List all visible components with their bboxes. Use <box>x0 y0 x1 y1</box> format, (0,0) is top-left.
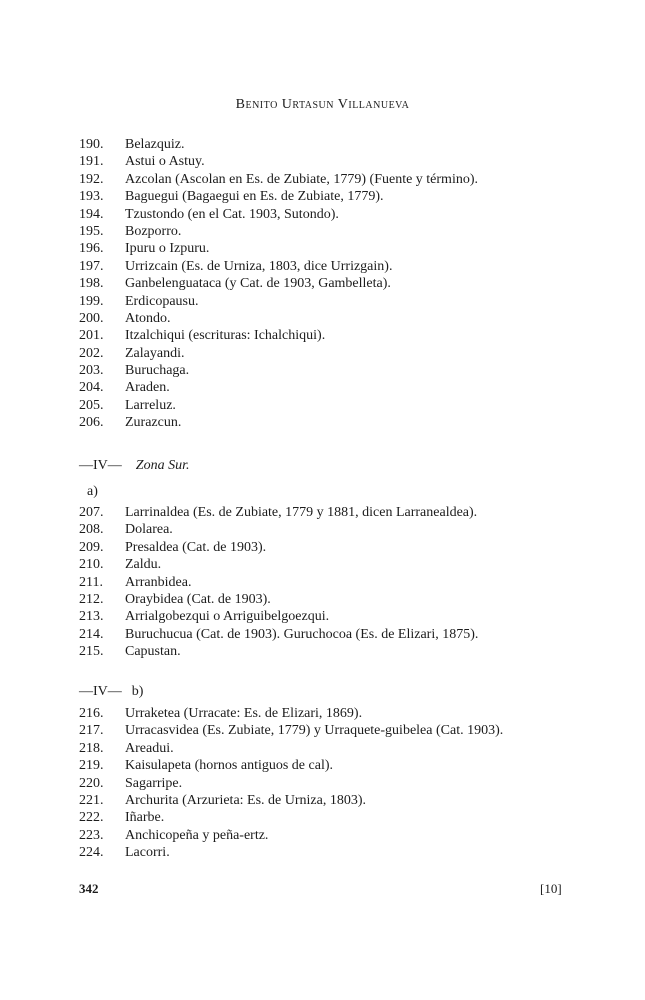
entry-text: Presaldea (Cat. de 1903). <box>125 539 267 555</box>
running-header <box>0 96 645 113</box>
list-item <box>0 223 645 240</box>
entry-text: Belazquiz. <box>125 137 185 152</box>
list-item <box>0 740 645 757</box>
entry-text: Ganbelenguataca (y Cat. de 1903, Gambelleta). <box>125 276 391 292</box>
entry-text: Larrinaldea (Es. de Zubiate, 1779 y 1881, dicen Larranealdea). <box>125 505 478 520</box>
running-header-author: Benito Urtasun Villanueva <box>235 97 410 112</box>
entry-number: 190. <box>79 137 104 152</box>
list-item <box>0 136 645 153</box>
entry-number: 216. <box>79 706 104 721</box>
section-zone-title: Zona Sur. <box>135 458 190 473</box>
entry-text: Iñarbe. <box>125 810 165 826</box>
list-item <box>0 206 645 223</box>
entry-number: 204. <box>79 380 104 396</box>
entry-text: Arranbidea. <box>125 574 192 590</box>
entry-number: 211. <box>79 574 103 590</box>
entry-number: 197. <box>79 258 104 274</box>
list-item <box>0 258 645 275</box>
entry-number: 195. <box>79 223 104 239</box>
list-item <box>0 397 645 414</box>
list-item <box>0 809 645 826</box>
entry-list-group-1 <box>0 136 645 432</box>
list-item <box>0 379 645 396</box>
list-item <box>0 705 645 722</box>
entry-text: Larreluz. <box>125 397 176 413</box>
entry-number: 203. <box>79 363 104 379</box>
entry-number: 206. <box>79 415 104 431</box>
entry-number: 199. <box>79 293 104 309</box>
list-item <box>0 521 645 538</box>
list-item <box>0 844 645 861</box>
entry-text: Bozporro. <box>125 223 182 239</box>
entry-text: Tzustondo (en el Cat. 1903, Sutondo). <box>125 206 339 222</box>
bracket-page-number: [10] <box>540 881 562 896</box>
entry-text: Kaisulapeta (hornos antiguos de cal). <box>125 758 333 774</box>
list-item <box>0 171 645 188</box>
list-item <box>0 275 645 292</box>
subsection-a-label: a) <box>87 484 98 499</box>
list-item <box>0 626 645 643</box>
entry-text: Arrialgobezqui o Arriguibelgoezqui. <box>125 609 330 625</box>
entry-text: Urracasvidea (Es. Zubiate, 1779) y Urraquete-guibelea (Cat. 1903). <box>125 723 504 739</box>
list-item <box>0 504 645 521</box>
entry-text: Urraketea (Urracate: Es. de Elizari, 1869). <box>125 706 363 721</box>
entry-number: 213. <box>79 609 104 625</box>
entry-text: Itzalchiqui (escrituras: Ichalchiqui). <box>125 328 326 344</box>
list-item <box>0 362 645 379</box>
entry-number: 221. <box>79 792 104 808</box>
list-item <box>0 539 645 556</box>
entry-number: 194. <box>79 206 104 222</box>
entry-number: 191. <box>79 154 104 170</box>
entry-text: Lacorri. <box>125 845 170 861</box>
list-item <box>0 345 645 362</box>
section-heading-iv-b <box>79 684 143 700</box>
entry-number: 202. <box>79 345 104 361</box>
entry-text: Zalayandi. <box>125 345 185 361</box>
entry-number: 205. <box>79 397 104 413</box>
list-item <box>0 574 645 591</box>
section-heading-iv-zona-sur <box>79 458 189 474</box>
list-item <box>0 414 645 431</box>
entry-number: 193. <box>79 189 104 205</box>
entry-number: 196. <box>79 241 104 257</box>
section-roman-numeral-b: —IV— <box>79 684 122 699</box>
entry-number: 215. <box>79 644 104 660</box>
entry-number: 208. <box>79 522 104 538</box>
list-item <box>0 556 645 573</box>
entry-number: 207. <box>79 505 104 520</box>
entry-text: Ipuru o Izpuru. <box>125 241 210 257</box>
entry-text: Baguegui (Bagaegui en Es. de Zubiate, 1779). <box>125 189 384 205</box>
entry-text: Zurazcun. <box>125 415 182 431</box>
entry-number: 212. <box>79 591 104 607</box>
entry-number: 222. <box>79 810 104 826</box>
entry-text: Areadui. <box>125 740 174 756</box>
entry-list-group-2 <box>0 504 645 661</box>
entry-text: Archurita (Arzurieta: Es. de Urniza, 1803). <box>125 792 367 808</box>
entry-text: Araden. <box>125 380 170 396</box>
entry-text: Zaldu. <box>125 557 162 573</box>
entry-number: 209. <box>79 539 104 555</box>
entry-text: Sagarripe. <box>125 775 183 791</box>
entry-text: Oraybidea (Cat. de 1903). <box>125 591 271 607</box>
entry-number: 192. <box>79 171 104 187</box>
list-item <box>0 310 645 327</box>
list-item <box>0 722 645 739</box>
entry-text: Astui o Astuy. <box>125 154 205 170</box>
list-item <box>0 643 645 660</box>
list-item <box>0 827 645 844</box>
entry-text: Urrizcain (Es. de Urniza, 1803, dice Urrizgain). <box>125 258 393 274</box>
entry-text: Buruchucua (Cat. de 1903). Guruchocoa (Es. de Elizari, 1875). <box>125 626 479 642</box>
entry-number: 224. <box>79 845 104 861</box>
entry-text: Capustan. <box>125 644 181 660</box>
entry-list-group-3 <box>0 705 645 862</box>
entry-number: 201. <box>79 328 104 344</box>
entry-text: Erdicopausu. <box>125 293 199 309</box>
list-item <box>0 153 645 170</box>
entry-text: Atondo. <box>125 310 171 326</box>
entry-number: 218. <box>79 740 104 756</box>
entry-number: 217. <box>79 723 104 739</box>
entry-number: 220. <box>79 775 104 791</box>
entry-number: 219. <box>79 758 104 774</box>
list-item <box>0 293 645 310</box>
entry-number: 198. <box>79 276 104 292</box>
list-item <box>0 240 645 257</box>
page-number: 342 <box>79 881 99 896</box>
list-item <box>0 792 645 809</box>
list-item <box>0 775 645 792</box>
subsection-b-label: b) <box>131 684 144 699</box>
entry-text: Azcolan (Ascolan en Es. de Zubiate, 1779) (Fuente y término). <box>125 171 479 187</box>
entry-number: 214. <box>79 626 104 642</box>
list-item <box>0 757 645 774</box>
list-item <box>0 608 645 625</box>
entry-number: 210. <box>79 557 104 573</box>
section-roman-numeral: —IV— <box>79 458 122 473</box>
entry-text: Buruchaga. <box>125 363 190 379</box>
list-item <box>0 327 645 344</box>
entry-text: Anchicopeña y peña-ertz. <box>125 827 269 843</box>
entry-text: Dolarea. <box>125 522 173 538</box>
entry-number: 223. <box>79 827 104 843</box>
list-item <box>0 188 645 205</box>
list-item <box>0 591 645 608</box>
entry-number: 200. <box>79 310 104 326</box>
